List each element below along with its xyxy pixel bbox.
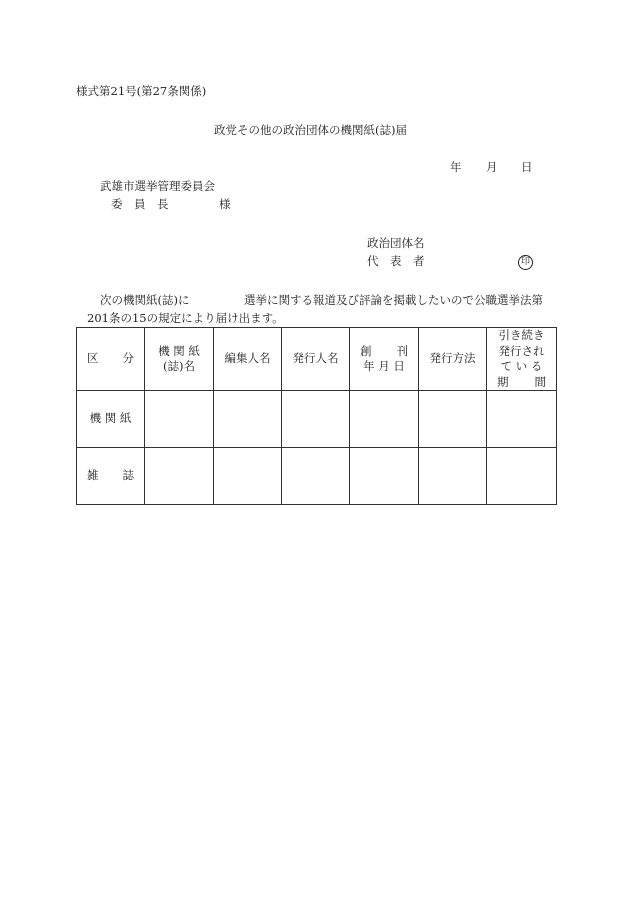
cell-publisher[interactable]	[282, 448, 350, 505]
cell-paper-name[interactable]	[145, 448, 214, 505]
header-founded-date: 創 刊 年 月 日	[350, 328, 419, 391]
table-row	[77, 391, 557, 448]
date-day-label: 日	[521, 160, 533, 174]
header-publisher: 発行人名	[282, 328, 350, 391]
seal-mark	[518, 255, 533, 270]
document-title: 政党その他の政治団体の機関紙(誌)届	[214, 123, 407, 137]
table-row	[77, 448, 557, 505]
publication-table	[76, 327, 557, 505]
header-category: 区 分	[77, 328, 145, 391]
body-text-line2: 201条の15の規定により届け出ます。	[87, 311, 284, 325]
cell-method[interactable]	[419, 448, 487, 505]
cell-period[interactable]	[487, 448, 557, 505]
row-label-newspaper: 機 関 紙	[77, 391, 145, 448]
cell-editor[interactable]	[214, 448, 282, 505]
addressee-chair: 委 員 長	[111, 197, 169, 211]
seal-icon: 印	[518, 255, 533, 270]
political-group-name-label: 政治団体名	[367, 236, 425, 250]
cell-founded-date[interactable]	[350, 391, 419, 448]
cell-editor[interactable]	[214, 391, 282, 448]
addressee-honorific: 様	[219, 197, 231, 211]
body-text-part1: 次の機関紙(誌)に	[100, 293, 190, 307]
cell-period[interactable]	[487, 391, 557, 448]
representative-label: 代 表 者	[367, 254, 425, 268]
header-period: 引き続き 発行され て い る 期 間	[487, 328, 557, 391]
cell-founded-date[interactable]	[350, 448, 419, 505]
header-editor: 編集人名	[214, 328, 282, 391]
form-number: 様式第21号(第27条関係)	[76, 84, 207, 98]
cell-paper-name[interactable]	[145, 391, 214, 448]
header-method: 発行方法	[419, 328, 487, 391]
row-label-magazine: 雑 誌	[77, 448, 145, 505]
addressee-org: 武雄市選挙管理委員会	[100, 179, 215, 193]
date-year-label: 年	[450, 160, 462, 174]
header-paper-name: 機 関 紙 (誌)名	[145, 328, 214, 391]
date-month-label: 月	[486, 160, 498, 174]
cell-publisher[interactable]	[282, 391, 350, 448]
body-text-part2: 選挙に関する報道及び評論を掲載したいので公職選挙法第	[244, 293, 543, 307]
cell-method[interactable]	[419, 391, 487, 448]
table-header-row	[77, 328, 557, 391]
